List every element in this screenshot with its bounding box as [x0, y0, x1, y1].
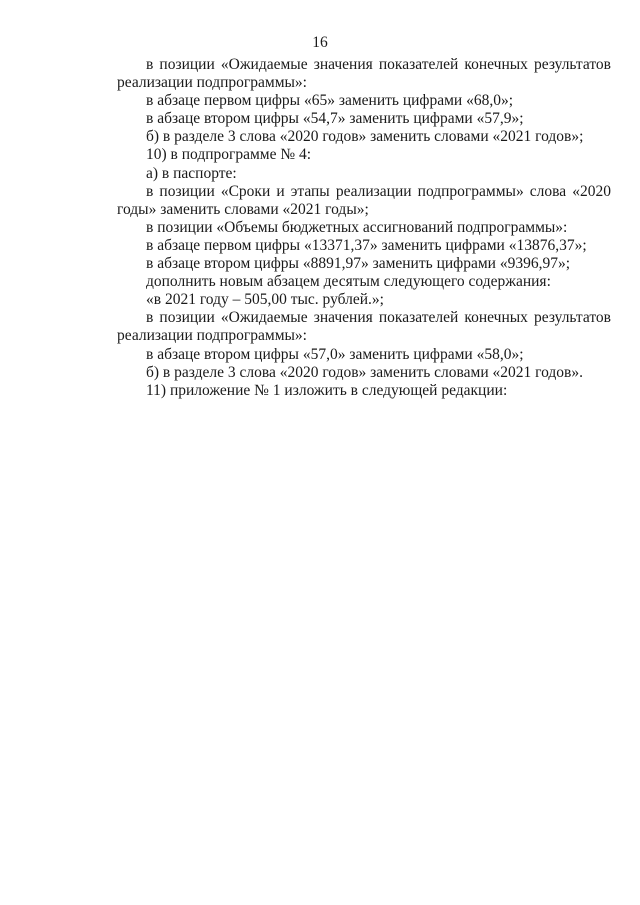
paragraph: дополнить новым абзацем десятым следующего содержания: — [146, 273, 551, 291]
paragraph: в абзаце втором цифры «8891,97» заменить цифрами «9396,97»; — [146, 255, 570, 273]
paragraph: в абзаце втором цифры «54,7» заменить цифрами «57,9»; — [146, 110, 524, 128]
paragraph: в абзаце первом цифры «65» заменить цифрами «68,0»; — [146, 92, 514, 110]
paragraph: в позиции «Ожидаемые значения показателей конечных результатов реализации подпрограммы»: — [117, 309, 611, 345]
paragraph: в позиции «Сроки и этапы реализации подпрограммы» слова «2020 годы» заменить словами «2021 годы»; — [117, 182, 611, 218]
paragraph: в абзаце первом цифры «13371,37» заменить цифрами «13876,37»; — [146, 236, 587, 254]
paragraph: б) в разделе 3 слова «2020 годов» заменить словами «2021 годов». — [146, 363, 583, 381]
paragraph: в позиции «Ожидаемые значения показателей конечных результатов реализации подпрограммы»: — [117, 56, 611, 92]
paragraph: «в 2021 году – 505,00 тыс. рублей.»; — [146, 291, 384, 309]
paragraph: 10) в подпрограмме № 4: — [146, 146, 312, 164]
paragraph: в позиции «Объемы бюджетных ассигнований подпрограммы»: — [146, 218, 568, 236]
paragraph: в абзаце втором цифры «57,0» заменить цифрами «58,0»; — [146, 345, 524, 363]
paragraph: 11) приложение № 1 изложить в следующей редакции: — [146, 381, 508, 399]
paragraph: б) в разделе 3 слова «2020 годов» заменить словами «2021 годов»; — [146, 128, 584, 146]
paragraph: а) в паспорте: — [146, 164, 237, 182]
page-number: 16 — [312, 34, 328, 51]
document-body — [117, 56, 611, 400]
